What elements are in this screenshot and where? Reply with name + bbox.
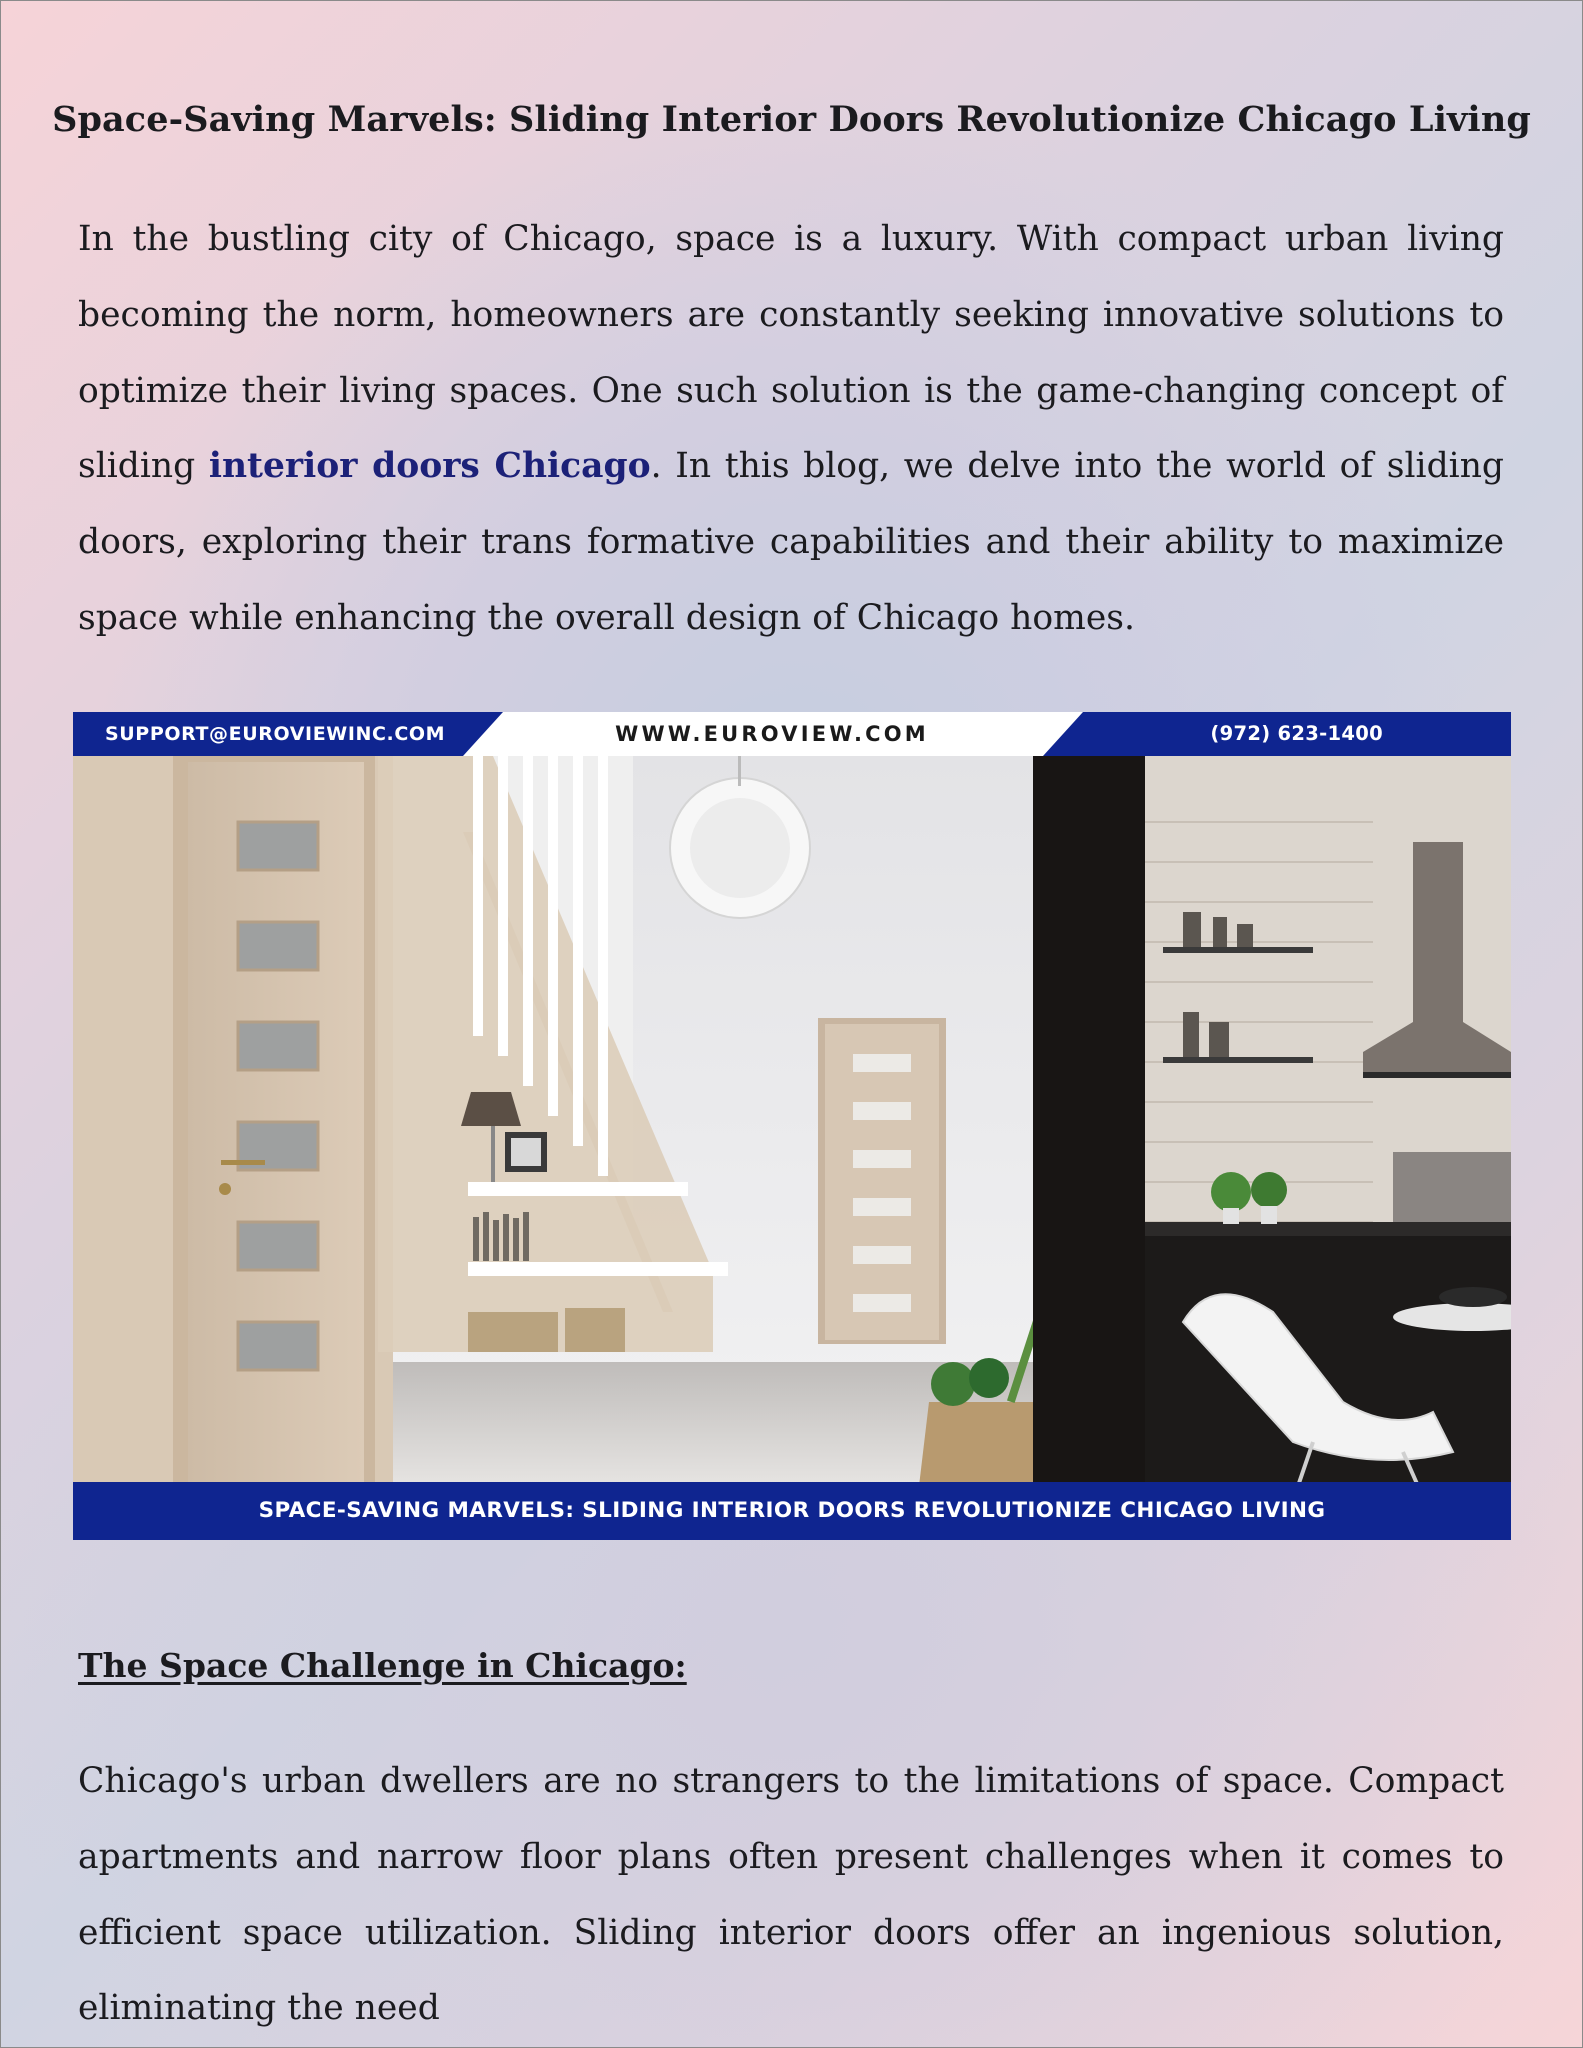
phone-number: (972) 623-1400 bbox=[1210, 722, 1383, 745]
support-email: SUPPORT@EUROVIEWINC.COM bbox=[105, 723, 446, 745]
intro-text-end: . In this blog, we delve into the world of sliding doors, exploring their trans formative capabilities and their ability to maximize space while enhancing the overall design of Chicago homes. bbox=[78, 446, 1504, 638]
section-heading: The Space Challenge in Chicago: bbox=[78, 1646, 687, 1685]
interior-scene-illustration bbox=[73, 712, 1511, 1540]
intro-paragraph bbox=[78, 202, 1504, 657]
banner-contact-bar bbox=[73, 712, 1511, 756]
intro-text-start: In the bustling city of Chicago, space is a luxury. With compact urban living becoming the norm, homeowners are constantly seeking innovative solutions to optimize their living spaces. One such solution is the game-changing concept of sliding bbox=[78, 219, 1504, 487]
banner-caption: SPACE-SAVING MARVELS: SLIDING INTERIOR DOORS REVOLUTIONIZE CHICAGO LIVING bbox=[258, 1498, 1326, 1523]
page-title: Space-Saving Marvels: Sliding Interior Doors Revolutionize Chicago Living bbox=[52, 99, 1531, 140]
banner-caption-bar bbox=[73, 1482, 1511, 1540]
interior-doors-chicago-link[interactable]: interior doors Chicago bbox=[208, 446, 651, 487]
section-paragraph: Chicago's urban dwellers are no strangers to the limitations of space. Compact apartments and narrow floor plans often present challenges when it comes to efficient space utilization. Sliding interior doors offer an ingenious solution, eliminating the need bbox=[78, 1761, 1504, 2029]
hero-banner-image bbox=[73, 712, 1511, 1540]
website-url: WWW.EUROVIEW.COM bbox=[615, 722, 929, 746]
